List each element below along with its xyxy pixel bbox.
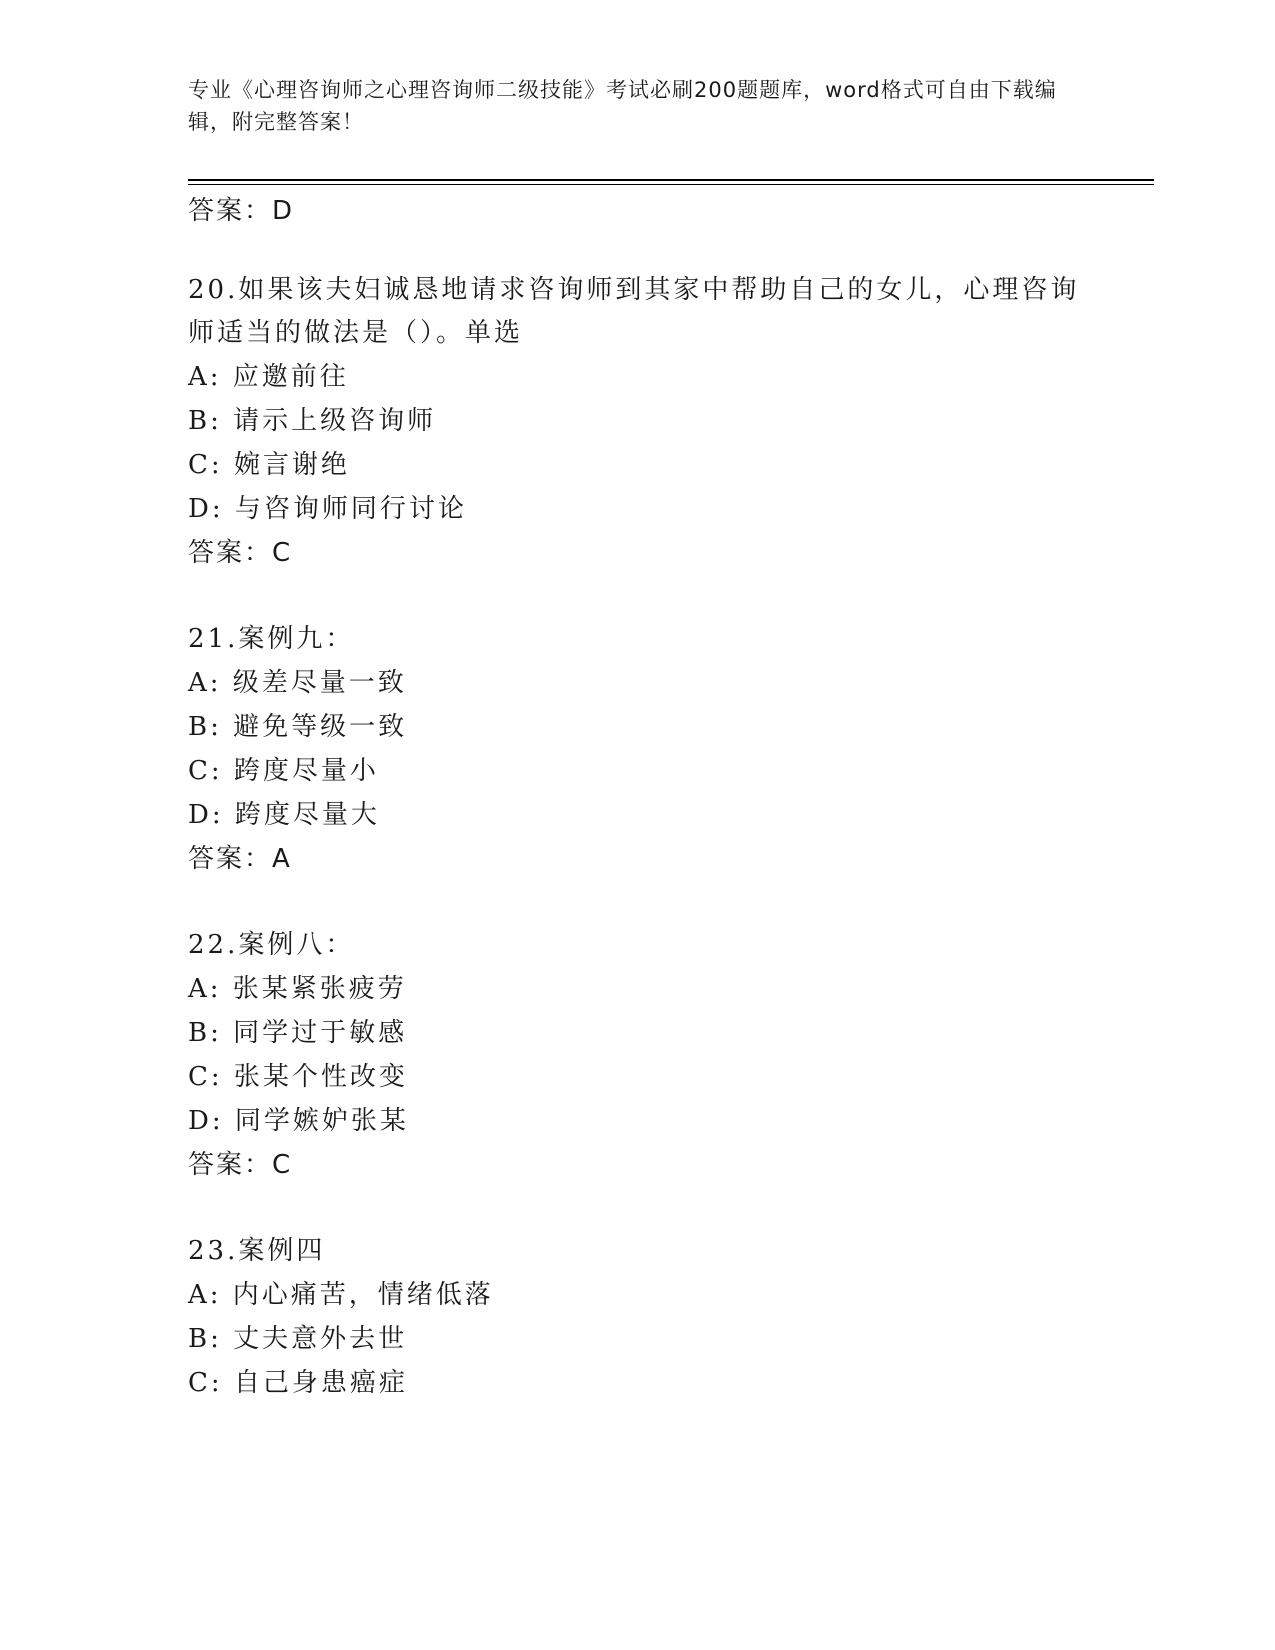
- question-20-option-b: B: 请示上级咨询师: [188, 406, 437, 436]
- answer-21: 答案：A: [188, 844, 292, 874]
- question-23: 23.案例四: [188, 1236, 326, 1266]
- question-21-option-a: A: 级差尽量一致: [188, 668, 407, 698]
- answer-22: 答案：C: [188, 1150, 293, 1180]
- document-header-intro: 专业《心理咨询师之心理咨询师二级技能》考试必刷200题题库，word格式可自由下载编辑，附完整答案！: [188, 78, 1057, 134]
- question-22-option-a: A: 张某紧张疲劳: [188, 974, 407, 1004]
- question-21: 21.案例九：: [188, 624, 355, 654]
- answer-20: 答案：C: [188, 538, 293, 568]
- question-23-option-c: C: 自己身患癌症: [188, 1368, 408, 1398]
- question-22-option-b: B: 同学过于敏感: [188, 1018, 408, 1048]
- header-divider-thin: [188, 184, 1154, 185]
- question-22-option-d: D: 同学嫉妒张某: [188, 1106, 409, 1136]
- question-21-option-c: C: 跨度尽量小: [188, 756, 379, 786]
- question-23-option-a: A: 内心痛苦，情绪低落: [188, 1280, 494, 1310]
- question-22: 22.案例八：: [188, 930, 355, 960]
- question-21-option-b: B: 避免等级一致: [188, 712, 408, 742]
- question-20-option-c: C: 婉言谢绝: [188, 450, 350, 480]
- question-22-option-c: C: 张某个性改变: [188, 1062, 408, 1092]
- answer-19: 答案：D: [188, 196, 295, 226]
- header-divider-thick: [188, 179, 1154, 181]
- question-21-option-d: D: 跨度尽量大: [188, 800, 380, 830]
- question-20-option-a: A: 应邀前往: [188, 362, 349, 392]
- question-20-option-d: D: 与咨询师同行讨论: [188, 494, 467, 524]
- question-20-line-2: 师适当的做法是（）。单选: [188, 318, 524, 348]
- question-20-line-1: 20.如果该夫妇诚恳地请求咨询师到其家中帮助自己的女儿，心理咨询: [188, 275, 1080, 305]
- question-23-option-b: B: 丈夫意外去世: [188, 1324, 408, 1354]
